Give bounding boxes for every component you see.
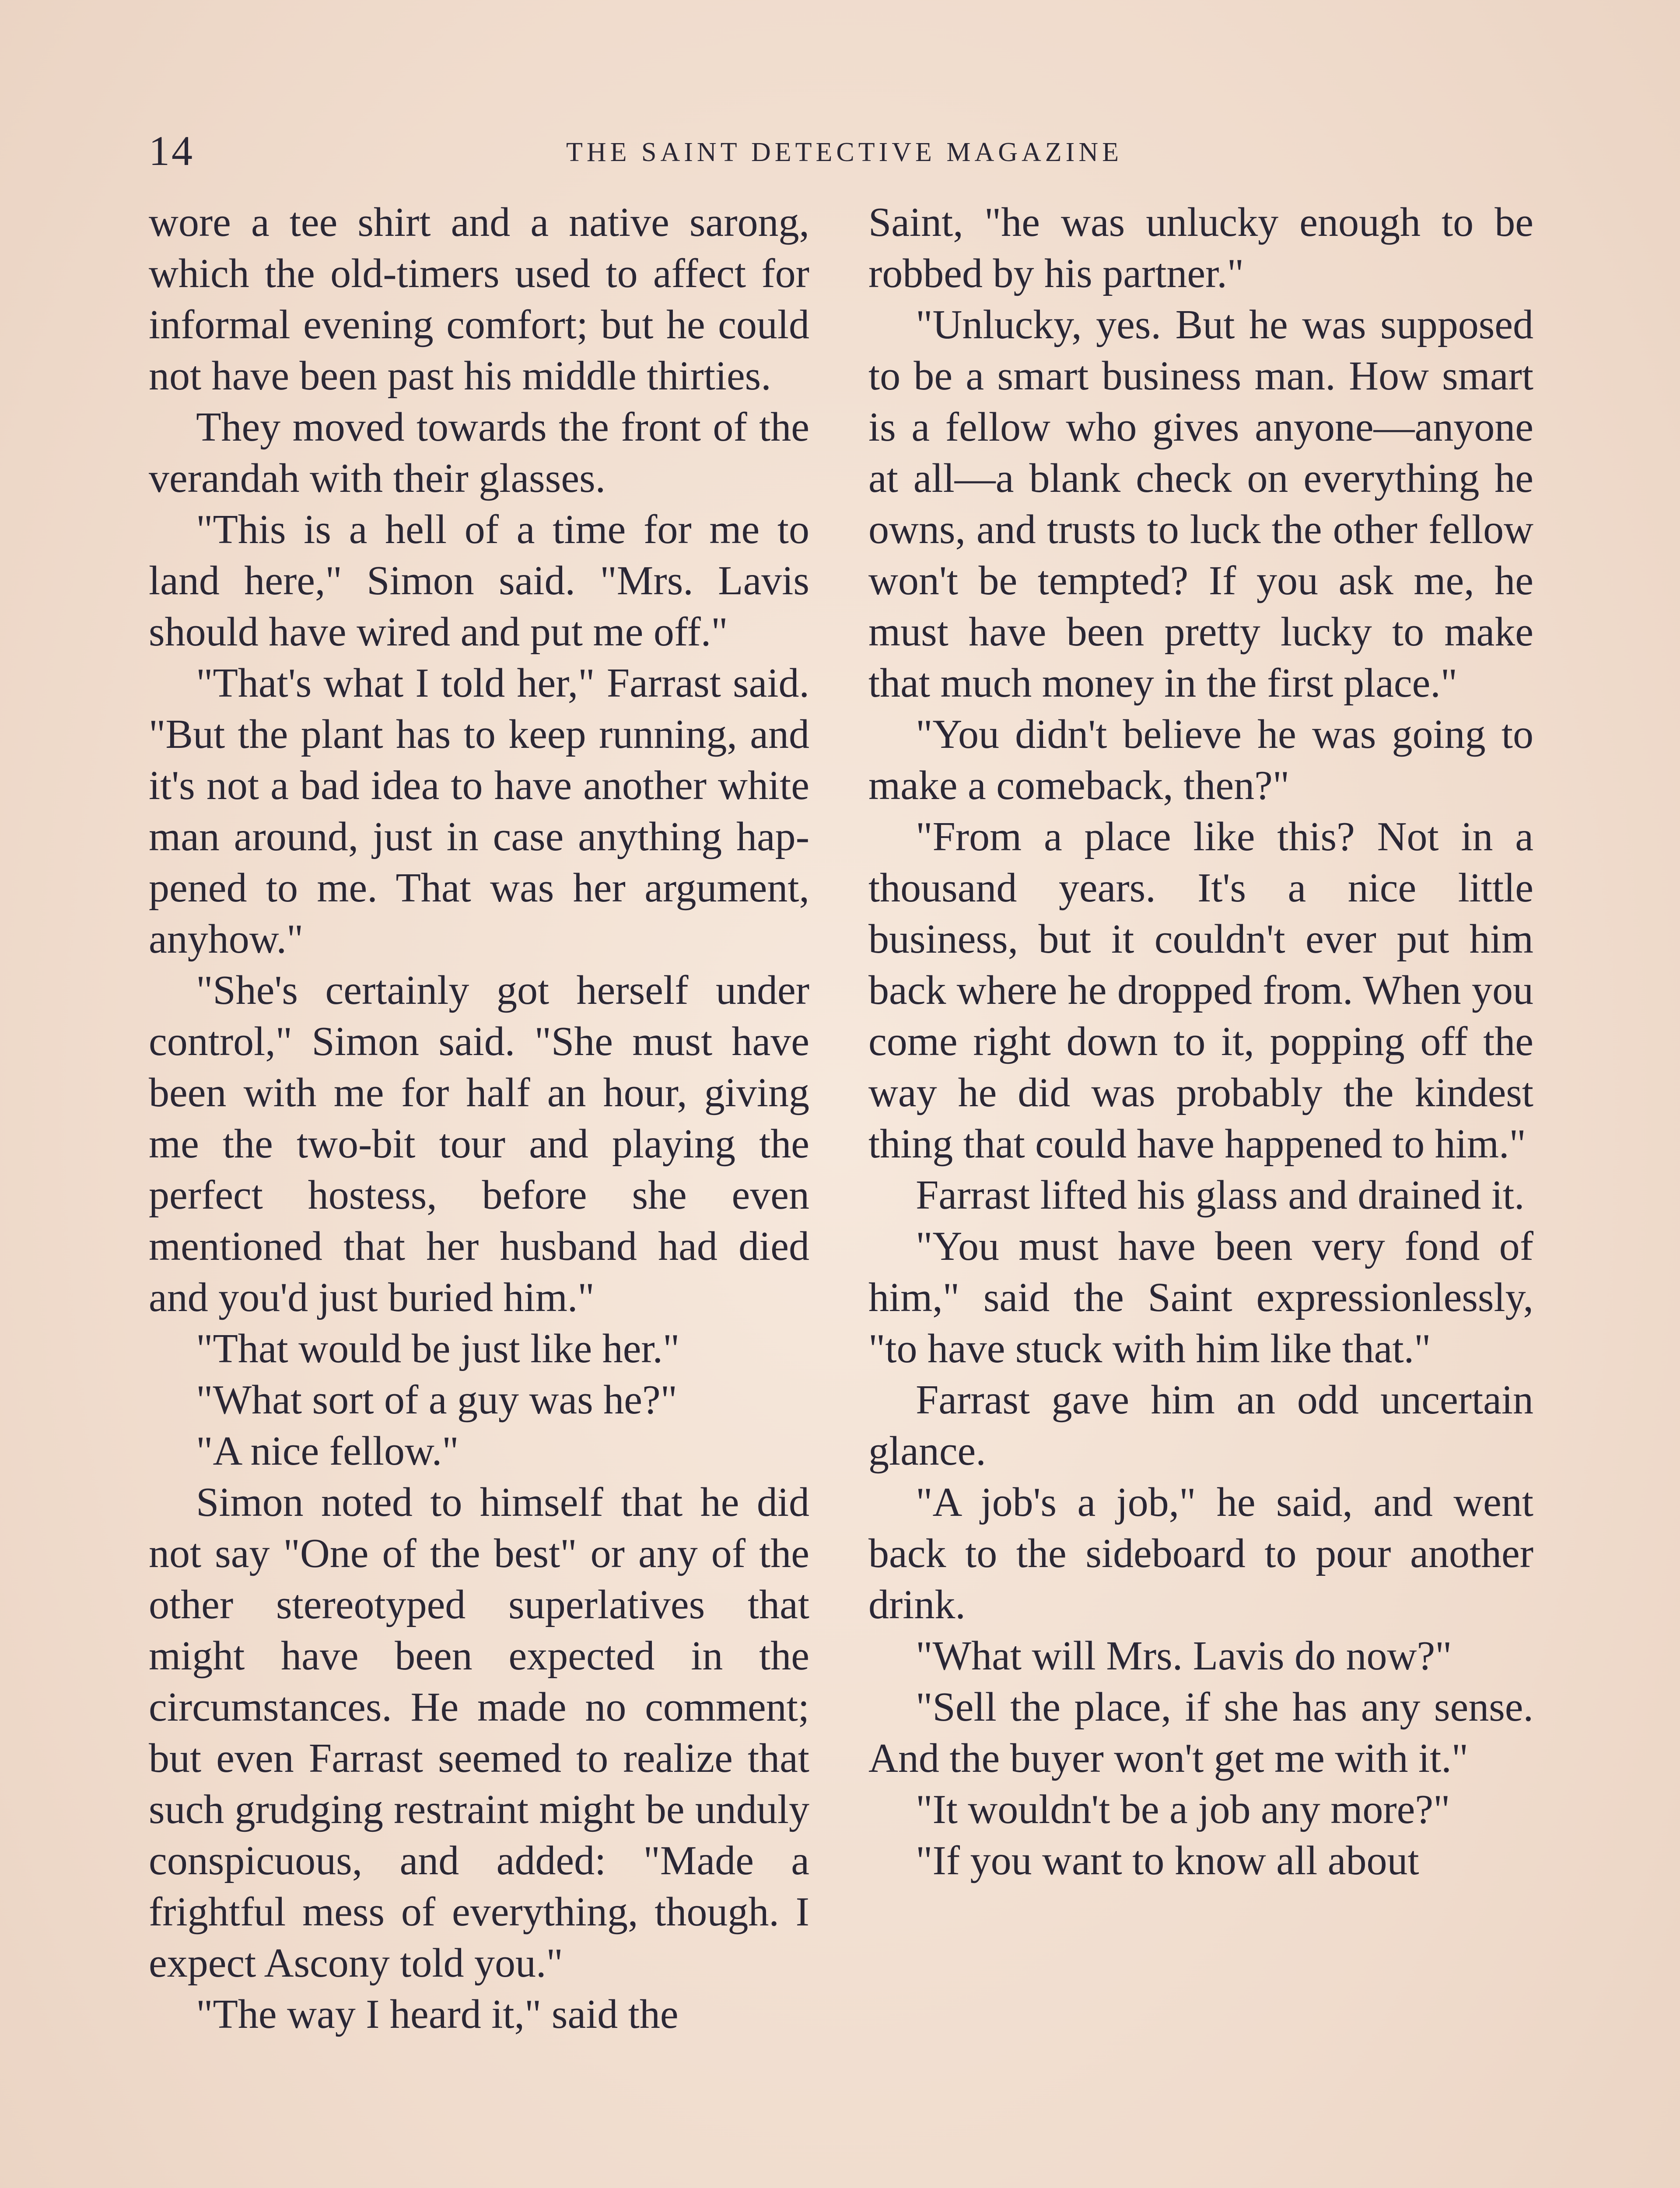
paragraph: "Sell the place, if she has any sense. And the buyer won't get me with it." xyxy=(868,1684,1533,1781)
paragraph: "This is a hell of a time for me to land here," Simon said. "Mrs. Lavis should have wired and put me off." xyxy=(149,507,809,655)
paragraph: "A nice fellow." xyxy=(196,1428,459,1474)
paragraph: Farrast lifted his glass and drained it. xyxy=(916,1172,1525,1218)
paragraph: "That would be just like her." xyxy=(196,1326,680,1371)
running-title: THE SAINT DETECTIVE MAGAZINE xyxy=(566,137,1123,167)
paragraph: "That's what I told her," Farrast said. "But the plant has to keep running, and it's not a bad idea to have another white man around, just in case anything happened to me. That was her argument, anyhow." xyxy=(149,660,809,962)
paragraph: "Unlucky, yes. But he was supposed to be a smart business man. How smart is a fellow who gives anyone—anyone at all—a blank check on everything he owns, and trusts to luck the other fellow won't be tempted? If you ask me, he must have been pretty lucky to make that much money in the first place." xyxy=(868,302,1533,706)
text-column-right xyxy=(868,197,1533,2188)
page-number: 14 xyxy=(149,127,194,174)
paragraph: wore a tee shirt and a native sarong, which the old-timers used to affect for informal evening comfort; but he could not have been past his middle thirties. xyxy=(149,200,809,399)
paragraph: "If you want to know all about xyxy=(916,1838,1419,1883)
paragraph: "The way I heard it," said the xyxy=(196,1992,679,2037)
page-header xyxy=(149,127,1540,175)
paragraph: "From a place like this? Not in a thousand years. It's a nice little business, but it couldn't ever put him back where he dropped from. When you come right down to it, popping off the way he did was probably the kindest thing that could have happened to him." xyxy=(868,814,1533,1167)
paragraph: They moved towards the front of the verandah with their glasses. xyxy=(149,404,809,501)
paragraph: "It wouldn't be a job any more?" xyxy=(916,1787,1450,1832)
paragraph: "You didn't believe he was going to make a comeback, then?" xyxy=(868,712,1533,808)
paragraph: Farrast gave him an odd uncertain glance. xyxy=(868,1377,1533,1474)
paragraph: "What sort of a guy was he?" xyxy=(196,1377,678,1423)
paragraph: "She's certainly got herself under control," Simon said. "She must have been with me for half an hour, giving me the two-bit tour and playing the perfect hostess, before she even mentioned that her husband had died and you'd just buried him." xyxy=(149,968,809,1320)
paragraph: Simon noted to himself that he did not say "One of the best" or any of the other stereotyped superlatives that might have been expected in the circumstances. He made no comment; but even Farrast seemed to realize that such grudging restraint might be unduly conspicuous, and added: "Made a frightful mess of everything, though. I expect Ascony told you." xyxy=(149,1480,809,1986)
paragraph: "What will Mrs. Lavis do now?" xyxy=(916,1633,1452,1679)
paragraph: "You must have been very fond of him," said the Saint expressionlessly, "to have stuck with him like that." xyxy=(868,1224,1533,1371)
paragraph: Saint, "he was unlucky enough to be robbed by his partner." xyxy=(868,200,1533,296)
text-column-left xyxy=(149,197,809,2188)
paragraph: "A job's a job," he said, and went back to the sideboard to pour another drink. xyxy=(868,1480,1533,1627)
